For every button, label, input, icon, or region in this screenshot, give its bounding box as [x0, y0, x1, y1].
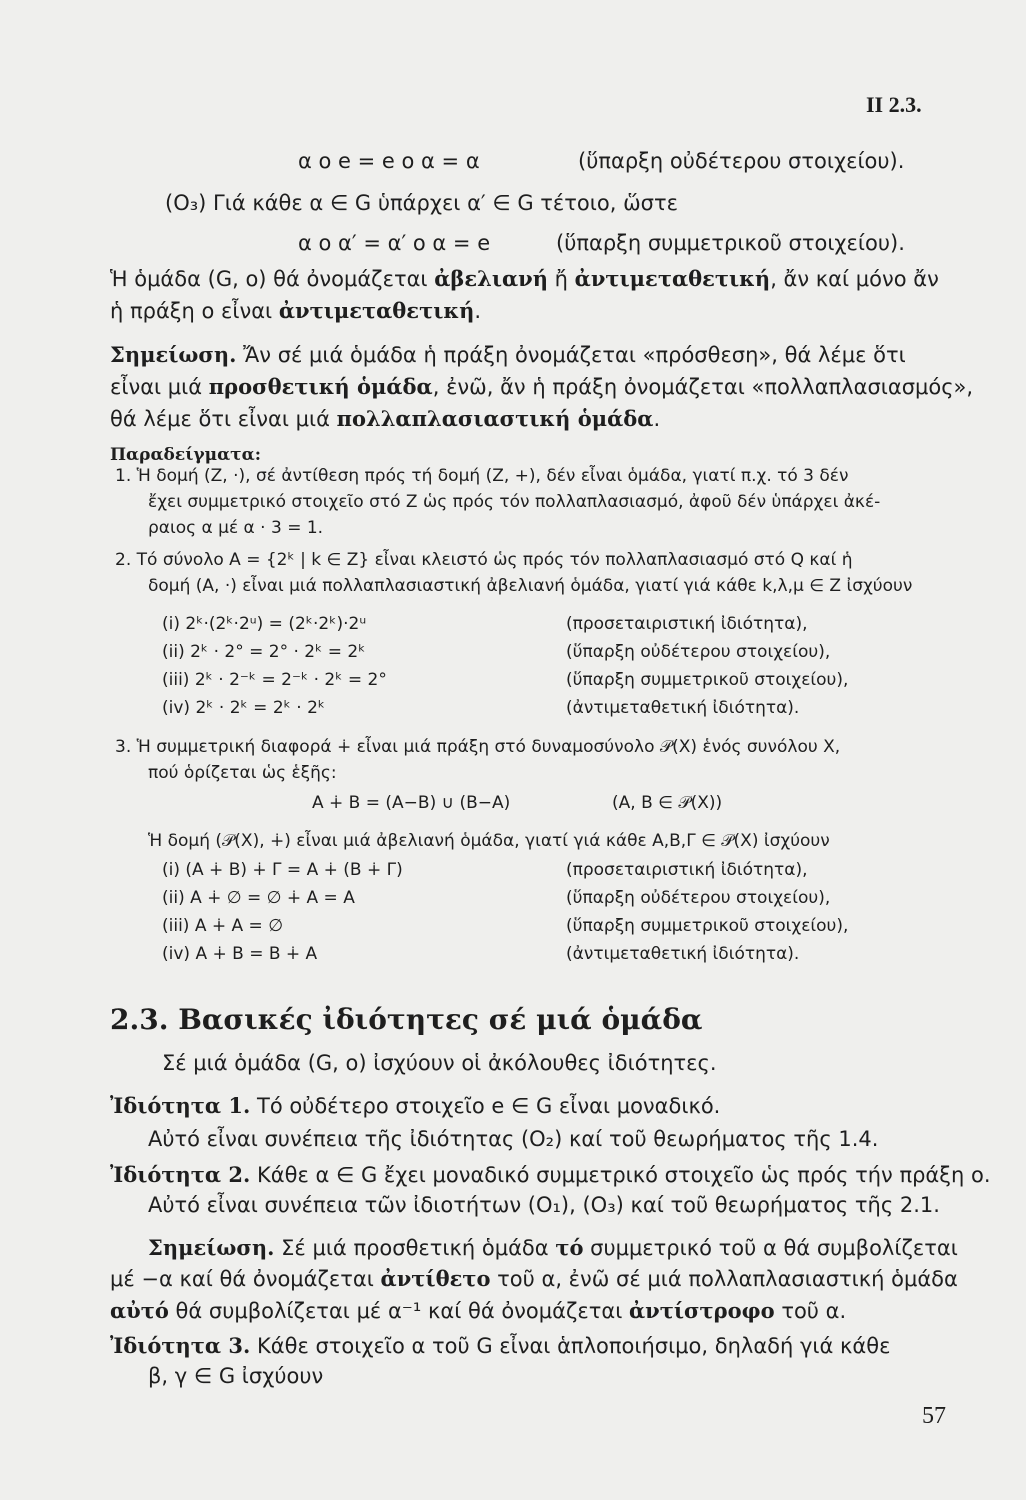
- equation-note: (ὕπαρξη συμμετρικοῦ στοιχείου),: [566, 670, 849, 690]
- property-label: Ἰδιότητα 2.: [110, 1162, 251, 1187]
- text-line: (O₃) Γιά κάθε α ∈ G ὑπάρχει α′ ∈ G τέτοιο, ὥστε: [165, 191, 678, 215]
- term-commutative: ἀντιμεταθετική: [574, 266, 771, 291]
- term-inverse: ἀντίστροφο: [629, 1298, 775, 1323]
- example-line: 2. Τό σύνολο A = {2ᵏ | k ∈ Z} εἶναι κλειστό ὡς πρός τόν πολλαπλασιασμό στό Q καί ἡ: [115, 550, 853, 570]
- text-line: εἶναι μιά προσθετική ὁμάδα, ἐνῶ, ἄν ἡ πράξη ὀνομάζεται «πολλαπλασιασμός»,: [110, 374, 974, 399]
- note-line: Σημείωση. Σέ μιά προσθετική ὁμάδα τό συμμετρικό τοῦ α θά συμβολίζεται: [148, 1235, 958, 1260]
- equation: (iv) 2ᵏ · 2ᵏ = 2ᵏ · 2ᵏ: [162, 698, 326, 718]
- equation-note: (ὕπαρξη συμμετρικοῦ στοιχείου),: [566, 916, 849, 936]
- examples-heading: Παραδείγματα:: [110, 445, 261, 465]
- term-multiplicative-group: πολλαπλασιαστική ὁμάδα: [336, 406, 654, 431]
- term-abelian: ἀβελιανή: [434, 266, 548, 291]
- equation: α ο α′ = α′ ο α = e: [298, 231, 491, 255]
- text-line: Αὐτό εἶναι συνέπεια τῆς ἰδιότητας (O₂) καί τοῦ θεωρήματος τῆς 1.4.: [148, 1127, 879, 1151]
- text-line: θά λέμε ὅτι εἶναι μιά πολλαπλασιαστική ὁμάδα.: [110, 406, 661, 431]
- equation: (i) 2ᵏ·(2ᵏ·2ᵘ) = (2ᵏ·2ᵏ)·2ᵘ: [162, 614, 367, 634]
- note-label: Σημείωση.: [148, 1235, 275, 1260]
- equation-note: (προσεταιριστική ἰδιότητα),: [566, 614, 808, 634]
- equation: A ∔ B = (A−B) ∪ (B−A): [312, 793, 511, 813]
- equation: (i) (A ∔ B) ∔ Γ = A ∔ (B ∔ Γ): [162, 860, 403, 880]
- equation-note: (ἀντιμεταθετική ἰδιότητα).: [566, 944, 800, 964]
- example-line: Ἡ δομή (𝒫(X), ∔) εἶναι μιά ἀβελιανή ὁμάδα, γιατί γιά κάθε A,B,Γ ∈ 𝒫(X) ἰσχύουν: [148, 831, 830, 851]
- example-line: ραιος α μέ α · 3 = 1.: [148, 518, 324, 538]
- example-line: πού ὁρίζεται ὡς ἑξῆς:: [148, 763, 337, 783]
- equation: (iii) 2ᵏ · 2⁻ᵏ = 2⁻ᵏ · 2ᵏ = 2°: [162, 670, 387, 690]
- equation-note: (προσεταιριστική ἰδιότητα),: [566, 860, 808, 880]
- equation: (iii) A ∔ A = ∅: [162, 916, 284, 936]
- equation-note: (ἀντιμεταθετική ἰδιότητα).: [566, 698, 800, 718]
- equation-note: (A, B ∈ 𝒫(X)): [612, 793, 723, 813]
- text-line: Ἡ ὁμάδα (G, ο) θά ὀνομάζεται ἀβελιανή ἤ ἀντιμεταθετική, ἄν καί μόνο ἄν: [110, 266, 939, 291]
- note-label: Σημείωση.: [110, 342, 237, 367]
- text-line: αὐτό θά συμβολίζεται μέ α⁻¹ καί θά ὀνομάζεται ἀντίστροφο τοῦ α.: [110, 1298, 847, 1323]
- term-additive-group: προσθετική ὁμάδα: [208, 374, 433, 399]
- property-line: Ἰδιότητα 2. Κάθε α ∈ G ἔχει μοναδικό συμμετρικό στοιχεῖο ὡς πρός τήν πράξη ο.: [110, 1162, 991, 1187]
- equation: α ο e = e ο α = α: [298, 149, 480, 173]
- property-line: Ἰδιότητα 3. Κάθε στοιχεῖο α τοῦ G εἶναι ἁπλοποιήσιμο, δηλαδή γιά κάθε: [110, 1333, 891, 1358]
- equation-note: (ὕπαρξη συμμετρικοῦ στοιχείου).: [556, 231, 905, 255]
- text-line: μέ −α καί θά ὀνομάζεται ἀντίθετο τοῦ α, ἐνῶ σέ μιά πολλαπλασιαστική ὁμάδα: [110, 1266, 958, 1291]
- text-line: Αὐτό εἶναι συνέπεια τῶν ἰδιοτήτων (O₁), (O₃) καί τοῦ θεωρήματος τῆς 2.1.: [148, 1193, 940, 1217]
- equation-note: (ὕπαρξη οὐδέτερου στοιχείου),: [566, 642, 831, 662]
- example-line: 3. Ἡ συμμετρική διαφορά ∔ εἶναι μιά πράξη στό δυναμοσύνολο 𝒫(X) ἑνός συνόλου X,: [115, 737, 841, 757]
- property-label: Ἰδιότητα 1.: [110, 1093, 251, 1118]
- note-line: Σημείωση. Ἄν σέ μιά ὁμάδα ἡ πράξη ὀνομάζεται «πρόσθεση», θά λέμε ὅτι: [110, 342, 906, 367]
- equation: (iv) A ∔ B = B ∔ A: [162, 944, 318, 964]
- term-opposite: ἀντίθετο: [380, 1266, 491, 1291]
- equation-note: (ὕπαρξη οὐδέτερου στοιχείου).: [578, 149, 905, 173]
- running-header: II 2.3.: [866, 92, 922, 117]
- example-line: δομή (A, ·) εἶναι μιά πολλαπλασιαστική ἀβελιανή ὁμάδα, γιατί γιά κάθε k,λ,μ ∈ Z ἰσχύουν: [148, 576, 913, 596]
- equation-note: (ὕπαρξη οὐδέτερου στοιχείου),: [566, 888, 831, 908]
- text-line: β, γ ∈ G ἰσχύουν: [148, 1364, 324, 1388]
- equation: (ii) 2ᵏ · 2° = 2° · 2ᵏ = 2ᵏ: [162, 642, 366, 662]
- property-line: Ἰδιότητα 1. Τό οὐδέτερο στοιχεῖο e ∈ G εἶναι μοναδικό.: [110, 1093, 721, 1118]
- example-line: ἔχει συμμετρικό στοιχεῖο στό Z ὡς πρός τόν πολλαπλασιασμό, ἀφοῦ δέν ὑπάρχει ἀκέ-: [148, 492, 881, 512]
- page-number: 57: [922, 1403, 946, 1429]
- example-line: 1. Ἡ δομή (Z, ·), σέ ἀντίθεση πρός τή δομή (Z, +), δέν εἶναι ὁμάδα, γιατί π.χ. τό 3 δέν: [115, 466, 849, 486]
- property-label: Ἰδιότητα 3.: [110, 1333, 251, 1358]
- text-line: ἡ πράξη ο εἶναι ἀντιμεταθετική.: [110, 298, 482, 323]
- equation: (ii) A ∔ ∅ = ∅ ∔ A = A: [162, 888, 355, 908]
- section-title: 2.3. Βασικές ἰδιότητες σέ μιά ὁμάδα: [110, 1003, 703, 1036]
- text-line: Σέ μιά ὁμάδα (G, ο) ἰσχύουν οἱ ἀκόλουθες ἰδιότητες.: [162, 1051, 717, 1075]
- term-commutative: ἀντιμεταθετική: [278, 298, 475, 323]
